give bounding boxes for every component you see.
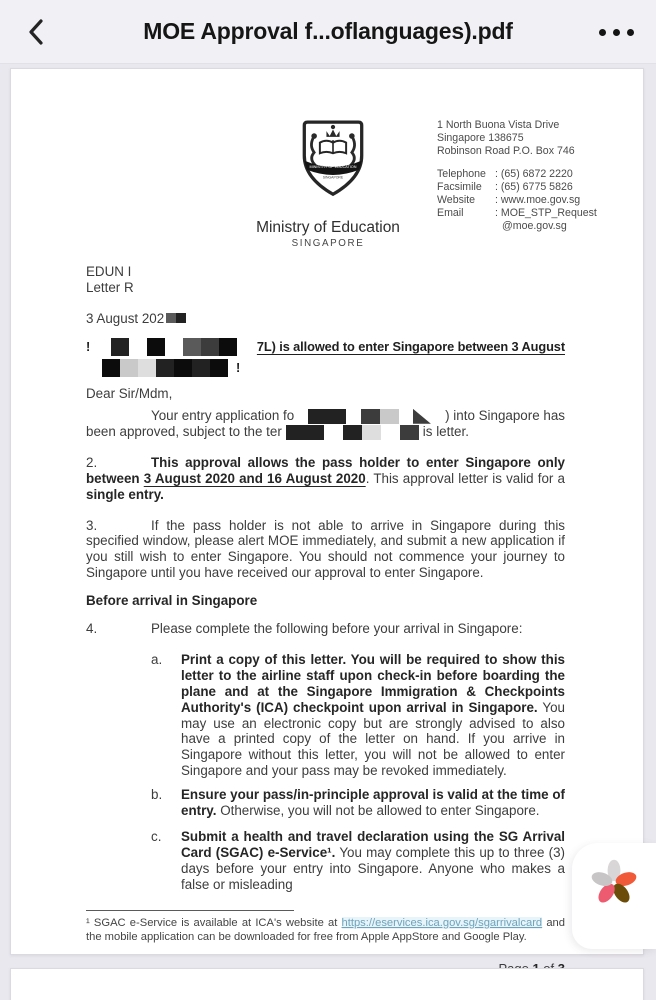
list-item-a: a. Print a copy of this letter. You will be required to show this letter to the airline staff upon check-in before boarding the plane and at the Singapore Immigration & Checkpoints Authority's (ICA) checkpoint upon arrival in Singapore. You may use an electronic copy but are strongly advised to also have a printed copy of the letter on hand. If you arrive in Singapore without this letter, you will not be allowed to enter Singapore and your pass may be revoked immediately. <box>151 652 565 778</box>
ellipsis-icon <box>599 29 606 36</box>
subject-line <box>86 336 565 378</box>
document-title: MOE Approval f...oflanguages).pdf <box>143 18 513 44</box>
address-line: Robinson Road P.O. Box 746 <box>437 145 575 158</box>
crest-banner-text: MINISTRY OF EDUCATION <box>309 165 357 170</box>
subject-visible-text: 7L) is allowed to enter Singapore between 3 August <box>256 338 565 354</box>
app-bar <box>0 0 656 64</box>
back-button[interactable] <box>18 14 54 50</box>
paragraph-2: 2. This approval allows the pass holder to enter Singapore only between 3 August 2020 and 16 August 2020. This approval letter is valid for a single entry. <box>86 455 566 502</box>
contact-value: : MOE_STP_Request <box>495 207 597 220</box>
contact-label: Telephone <box>437 167 486 180</box>
item-label: a. <box>151 652 163 668</box>
para1-redaction-block-1 <box>308 409 346 424</box>
para1-redaction-block-2 <box>361 409 399 424</box>
subject-prefix: ! <box>86 338 91 354</box>
contact-label: Website <box>437 194 476 207</box>
subject-redaction-block-2 <box>102 359 228 377</box>
item-label: c. <box>151 829 162 845</box>
section-heading-before-arrival: Before arrival in Singapore <box>86 592 258 608</box>
address-line: 1 North Buona Vista Drive <box>437 119 560 131</box>
contact-label: Facsimile <box>437 180 482 193</box>
contact-value: : www.moe.gov.sg <box>495 194 581 207</box>
para1-text: Your entry application fo <box>151 408 295 424</box>
list-item-c: c. Submit a health and travel declaration using the SG Arrival Card (SGAC) e-Service¹. You may complete this up to three (3) days before your entry into Singapore. Anyone who makes a false or misleading <box>151 829 565 892</box>
floating-widget-button[interactable] <box>572 843 656 949</box>
flower-pinwheel-icon <box>583 851 645 913</box>
back-chevron-icon <box>27 18 45 46</box>
contact-label: Email <box>437 207 464 220</box>
subject-redaction-block-1 <box>111 338 237 356</box>
letterhead <box>11 69 643 255</box>
footnote-divider <box>86 910 294 911</box>
para1-redaction-block-3 <box>286 425 419 440</box>
pdf-page-1[interactable] <box>10 68 644 955</box>
para1-redaction-wedge <box>413 409 431 424</box>
list-item-b: b. Ensure your pass/in-principle approval is valid at the time of entry. Otherwise, you will not be allowed to enter Singapore. <box>151 786 565 818</box>
paragraph-4: 4. Please complete the following before your arrival in Singapore: <box>86 620 523 636</box>
moe-crest-logo <box>292 115 374 203</box>
sgac-eservice-link[interactable]: https://eservices.ica.gov.sg/sgarrivalcard <box>341 916 543 929</box>
reference-line-2: Letter R <box>86 279 134 295</box>
contact-value: : (65) 6872 2220 <box>495 167 573 180</box>
item-label: b. <box>151 786 163 802</box>
address-line: Singapore 138675 <box>437 132 524 145</box>
para1-text: ) into Singapore has <box>445 408 565 424</box>
single-entry-emphasis: single entry. <box>86 486 164 502</box>
contact-value: : (65) 6775 5826 <box>495 180 573 193</box>
more-options-button[interactable] <box>599 22 634 42</box>
ministry-country: SINGAPORE <box>291 238 365 249</box>
entry-window-dates: 3 August 2020 and 16 August 2020 <box>143 470 366 486</box>
paragraph-number: 2. <box>86 455 98 471</box>
salutation: Dear Sir/Mdm, <box>86 386 173 402</box>
crest-sub-text: SINGAPORE <box>322 175 344 180</box>
reference-line-1: EDUN I <box>86 264 132 279</box>
footnote: ¹ SGAC e-Service is available at ICA's website at https://eservices.ica.gov.sg/sgarrivalcard and the mobile application can be downloaded for free from Apple AppStore and Google Play. <box>86 916 566 943</box>
pdf-page-2[interactable] <box>10 968 644 1000</box>
contact-value: @moe.gov.sg <box>502 220 567 233</box>
date-redaction-block <box>166 313 186 323</box>
paragraph-number: 4. <box>86 620 98 636</box>
ministry-name: Ministry of Education <box>256 219 400 236</box>
letterhead-contact-block <box>437 119 637 234</box>
subject-suffix: ! <box>236 359 241 375</box>
para1-text: been approved, subject to the ter <box>86 424 282 440</box>
para1-text: is letter. <box>422 424 469 440</box>
paragraph-3: 3. If the pass holder is not able to arrive in Singapore during this specified window, please alert MOE immediately, and submit a new application if you still wish to enter Singapore. You should not commence your journey to Singapore until you have received our approval to enter Singapore. <box>86 517 565 580</box>
paragraph-number: 3. <box>86 517 98 533</box>
letter-date: 3 August 202 <box>86 310 165 326</box>
paragraph-entry-application <box>86 408 565 440</box>
